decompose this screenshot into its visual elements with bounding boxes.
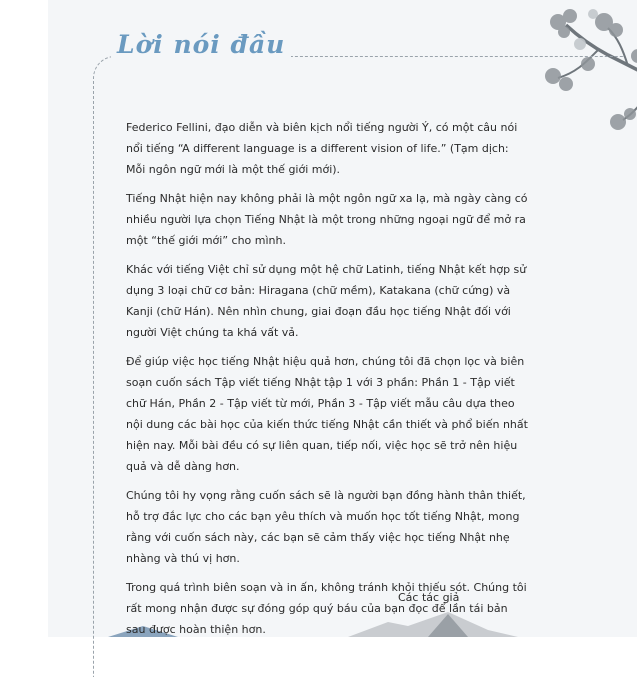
paragraph: Tiếng Nhật hiện nay không phải là một ngôn ngữ xa lạ, mà ngày càng có nhiều người lựa chọn Tiếng Nhật là một trong những ngoại ngữ để mở ra một “thế giới mới” cho mình. (126, 192, 528, 247)
paragraph: Trong quá trình biên soạn và in ấn, không tránh khỏi thiếu sót. Chúng tôi rất mong nhận được sự đóng góp quý báu của bạn đọc để lần tái bản sau được hoàn thiện hơn. (126, 581, 527, 636)
paragraph: Khác với tiếng Việt chỉ sử dụng một hệ chữ Latinh, tiếng Nhật kết hợp sử dụng 3 loại chữ cơ bản: Hiragana (chữ mềm), Katakana (chữ cứng) và Kanji (chữ Hán). Nên nhìn chung, giai đoạn đầu học tiếng Nhật đối với người Việt chúng ta khá vất vả. (126, 263, 527, 339)
preface-body (126, 117, 528, 648)
signature: Các tác giả (398, 591, 460, 604)
paragraph: Để giúp việc học tiếng Nhật hiệu quả hơn, chúng tôi đã chọn lọc và biên soạn cuốn sách Tập viết tiếng Nhật tập 1 với 3 phần: Phần 1 - Tập viết chữ Hán, Phần 2 - Tập viết từ mới, Phần 3 - Tập viết mẫu câu dựa theo nội dung các bài học của kiến thức tiếng Nhật cần thiết và phổ biến nhất hiện nay. Mỗi bài đều có sự liên quan, tiếp nối, việc học sẽ trở nên hiệu quả và dễ dàng hơn. (126, 355, 528, 473)
paragraph: Federico Fellini, đạo diễn và biên kịch nổi tiếng người Ý, có một câu nói nổi tiếng “A different language is a different vision of life.” (Tạm dịch: Mỗi ngôn ngữ mới là một thế giới mới). (126, 121, 518, 176)
paragraph: Chúng tôi hy vọng rằng cuốn sách sẽ là người bạn đồng hành thân thiết, hỗ trợ đắc lực cho các bạn yêu thích và muốn học tốt tiếng Nhật, mong rằng với cuốn sách này, các bạn sẽ cảm thấy việc học tiếng Nhật nhẹ nhàng và thú vị hơn. (126, 489, 526, 565)
page-title: Lời nói đầu (111, 30, 291, 59)
